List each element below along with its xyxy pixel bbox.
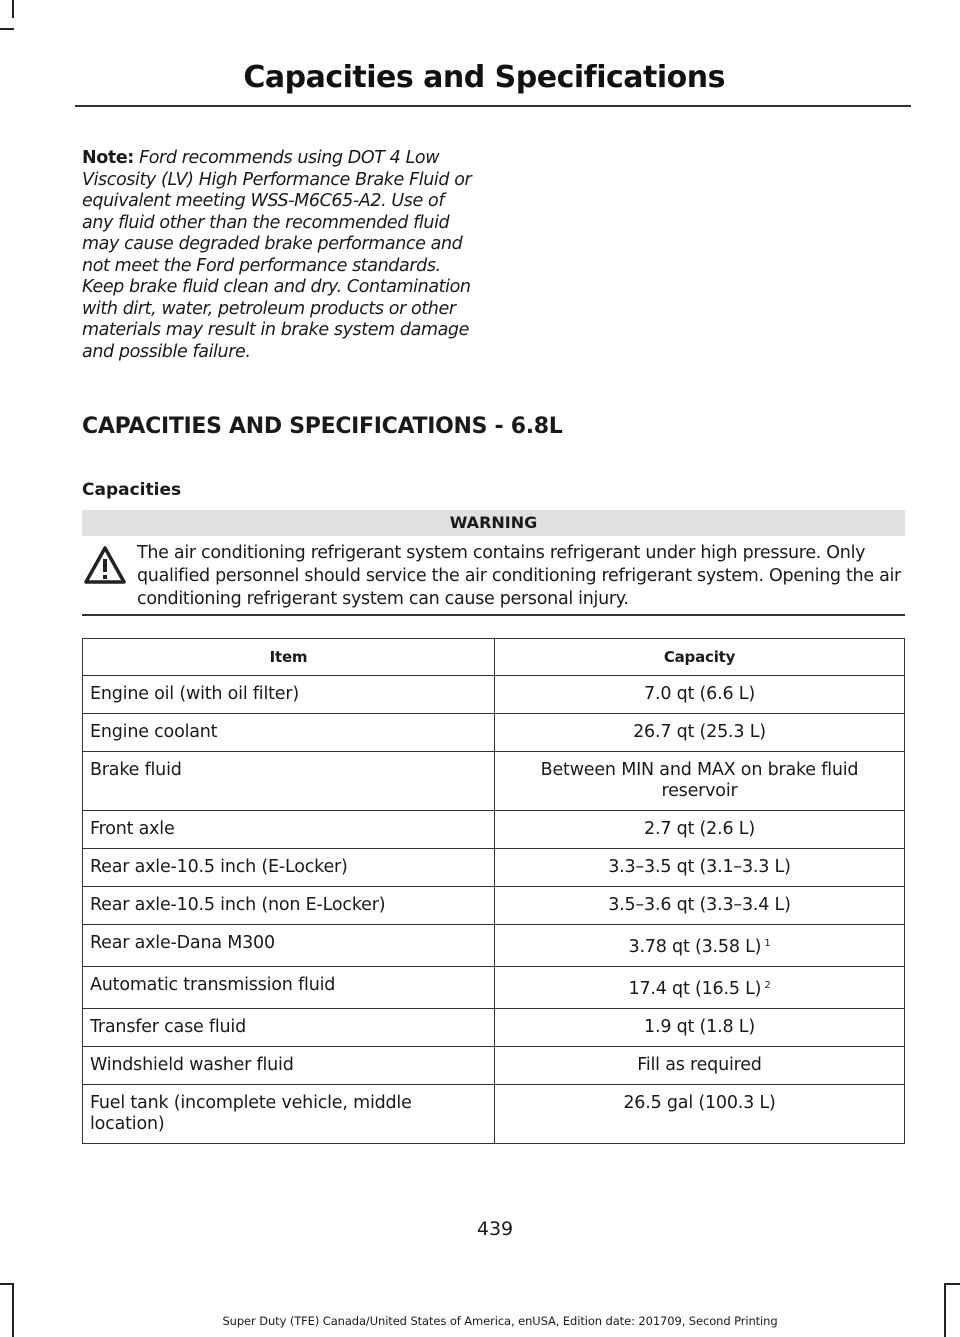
- capacity-value: 3.78 qt (3.58 L): [628, 937, 762, 957]
- page-number: 439: [476, 1218, 514, 1240]
- row-item-cell: Rear axle-10.5 inch (non E-Locker): [83, 887, 495, 925]
- warning-triangle-icon: [84, 545, 126, 585]
- row-item-cell: Engine oil (with oil filter): [83, 676, 495, 714]
- row-item-cell: Engine coolant: [83, 714, 495, 752]
- crop-mark: [944, 1283, 960, 1285]
- row-capacity-cell: [495, 887, 905, 925]
- footnote-marker: 1: [764, 938, 771, 949]
- row-item-cell: Rear axle-Dana M300: [83, 925, 495, 967]
- row-item-cell: Front axle: [83, 811, 495, 849]
- page-header-title: Capacities and Specifications: [243, 60, 725, 95]
- row-capacity-cell: [495, 849, 905, 887]
- table-row: [83, 811, 905, 849]
- note-label: Note:: [82, 148, 134, 168]
- table-row: [83, 1047, 905, 1085]
- capacity-value: 26.7 qt (25.3 L): [633, 722, 766, 742]
- table-row: [83, 1085, 905, 1144]
- warning-text: The air conditioning refrigerant system contains refrigerant under high pressure. Only qualified personnel should service the air conditioning refrigerant system. Opening the air conditioning refrigerant system can cause personal injury.: [137, 543, 901, 609]
- capacity-value: 2.7 qt (2.6 L): [644, 819, 755, 839]
- capacities-subheading: Capacities: [82, 480, 182, 500]
- table-row: [83, 849, 905, 887]
- crop-mark: [12, 1283, 14, 1337]
- footnote-marker: 2: [764, 980, 771, 991]
- brake-fluid-note: [82, 148, 477, 363]
- capacities-table-body: [83, 676, 905, 1144]
- capacities-table: [82, 638, 905, 1144]
- crop-mark: [0, 28, 14, 30]
- capacity-value: 17.4 qt (16.5 L): [628, 979, 762, 999]
- table-row: [83, 925, 905, 967]
- row-item-cell: Brake fluid: [83, 752, 495, 811]
- table-row: [83, 967, 905, 1009]
- warning-title-bar: WARNING: [82, 510, 905, 536]
- item-column-header: Item: [83, 639, 495, 676]
- table-row: [83, 676, 905, 714]
- table-row: [83, 752, 905, 811]
- row-capacity-cell: [495, 967, 905, 1009]
- table-row: [83, 714, 905, 752]
- warning-divider: [82, 614, 905, 616]
- row-capacity-cell: [495, 925, 905, 967]
- row-item-cell: Windshield washer fluid: [83, 1047, 495, 1085]
- row-capacity-cell: [495, 714, 905, 752]
- capacity-value: 3.5–3.6 qt (3.3–3.4 L): [608, 895, 791, 915]
- row-item-cell: Transfer case fluid: [83, 1009, 495, 1047]
- row-item-cell: Rear axle-10.5 inch (E-Locker): [83, 849, 495, 887]
- crop-mark: [12, 0, 14, 18]
- capacity-value: Fill as required: [637, 1055, 762, 1075]
- capacity-value: 26.5 gal (100.3 L): [623, 1093, 776, 1113]
- row-capacity-cell: [495, 811, 905, 849]
- capacity-value: Between MIN and MAX on brake fluid reservoir: [540, 760, 859, 801]
- section-heading: CAPACITIES AND SPECIFICATIONS - 6.8L: [82, 414, 563, 439]
- table-row: [83, 1009, 905, 1047]
- crop-mark: [944, 1283, 946, 1337]
- row-item-cell: Fuel tank (incomplete vehicle, middle location): [83, 1085, 495, 1144]
- row-capacity-cell: [495, 1009, 905, 1047]
- table-row: [83, 887, 905, 925]
- row-capacity-cell: [495, 1047, 905, 1085]
- row-capacity-cell: [495, 752, 905, 811]
- row-capacity-cell: [495, 676, 905, 714]
- capacity-value: 3.3–3.5 qt (3.1–3.3 L): [608, 857, 791, 877]
- capacity-value: 1.9 qt (1.8 L): [644, 1017, 755, 1037]
- capacity-column-header: Capacity: [495, 639, 905, 676]
- footer-edition-text: Super Duty (TFE) Canada/United States of America, enUSA, Edition date: 201709, Second Printing: [222, 1314, 778, 1328]
- capacity-value: 7.0 qt (6.6 L): [644, 684, 755, 704]
- table-header-row: [83, 639, 905, 676]
- crop-mark: [0, 1283, 14, 1285]
- row-capacity-cell: [495, 1085, 905, 1144]
- note-text: Ford recommends using DOT 4 Low Viscosity (LV) High Performance Brake Fluid or equivalent meeting WSS-M6C65-A2. Use of any fluid other than the recommended fluid may cause degraded brake performance and not meet the Ford performance standards. Keep brake fluid clean and dry. Contamination with dirt, water, petroleum products or other materials may result in brake system damage and possible failure.: [82, 148, 472, 362]
- row-item-cell: Automatic transmission fluid: [83, 967, 495, 1009]
- header-divider: [75, 105, 911, 107]
